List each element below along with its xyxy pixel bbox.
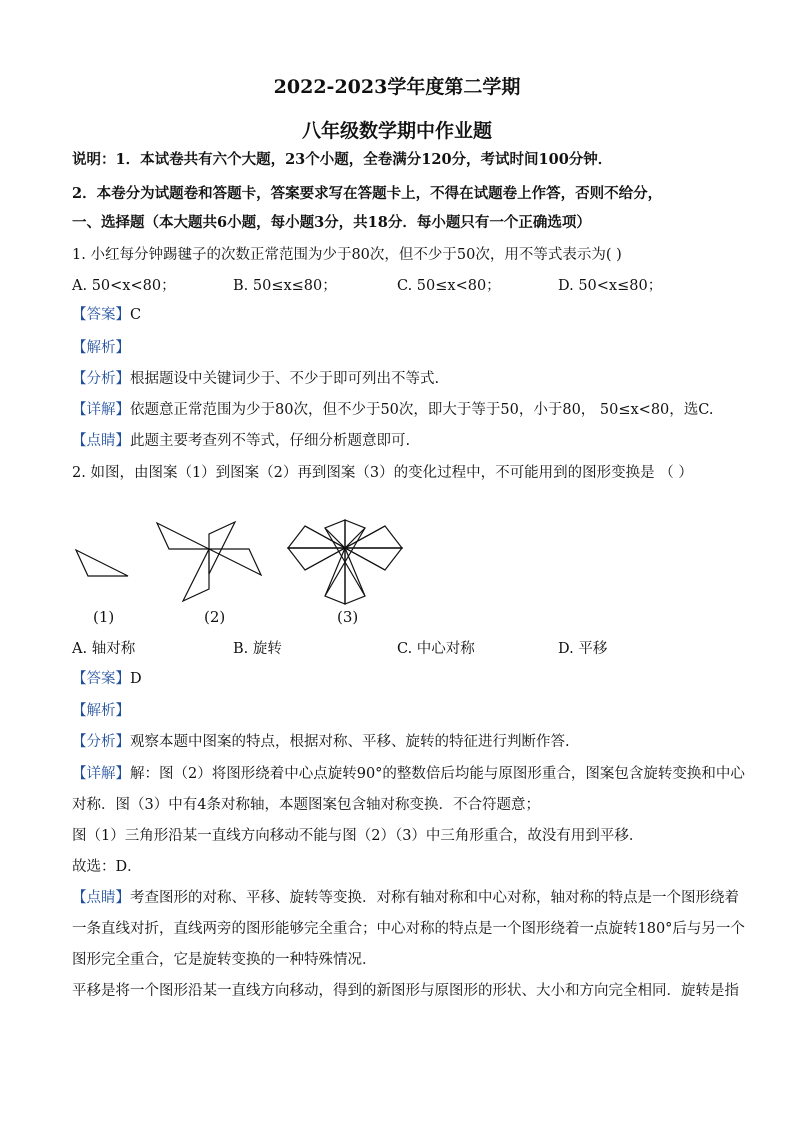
- q2-xiangjie-2: 对称．图（3）中有4条对称轴，本题图案包含轴对称变换．不合符题意；: [72, 797, 540, 813]
- q1-xiangjie-row: [72, 400, 713, 420]
- q2-xiangjie-3: 图（1）三角形沿某一直线方向移动不能与图（2）（3）中三角形重合，故没有用到平移．: [72, 828, 644, 844]
- q2-option-c: C. 中心对称: [397, 641, 475, 657]
- note-1: 说明：1．本试卷共有六个大题，23个小题，全卷满分120分，考试时间100分钟．: [72, 151, 613, 168]
- q2-dianjing-4: 平移是将一个图形沿某一直线方向移动，得到的新图形与原图形的形状、大小和方向完全相同．旋转是指: [72, 983, 739, 999]
- q1-fenxi-tag: 【分析】: [72, 371, 130, 387]
- figure-1-triangle: [72, 545, 132, 585]
- q2-xiangjie-tag: 【详解】: [72, 766, 130, 782]
- figure-3-star: [285, 518, 410, 608]
- q2-xiangjie-4: 故选：D．: [72, 859, 142, 875]
- q1-option-d: D. 50<x≤80；: [558, 278, 663, 294]
- q1-dianjing-tag: 【点睛】: [72, 433, 130, 449]
- q2-dianjing-2: 一条直线对折，直线两旁的图形能够完全重合；中心对称的特点是一个图形绕着一点旋转180°后与另一个: [72, 921, 745, 937]
- q2-answer-tag: 【答案】: [72, 671, 130, 687]
- q2-dianjing-3: 图形完全重合，它是旋转变换的一种特殊情况．: [72, 952, 377, 968]
- q2-dianjing-1: 考查图形的对称、平移、旋转等变换．对称有轴对称和中心对称，轴对称的特点是一个图形绕着: [130, 890, 739, 906]
- q1-stem: 1. 小红每分钟踢毽子的次数正常范围为少于80次，但不少于50次，用不等式表示为( ): [72, 247, 622, 263]
- q1-option-a: A. 50<x<80；: [72, 278, 176, 294]
- q1-answer-row: [72, 305, 141, 325]
- page-subtitle: 八年级数学期中作业题: [301, 120, 492, 142]
- section-heading: 一、选择题（本大题共6小题，每小题3分，共18分．每小题只有一个正确选项）: [72, 214, 591, 231]
- figure-1-label: (1): [93, 608, 115, 626]
- q2-fenxi-tag: 【分析】: [72, 734, 130, 750]
- q2-dianjing-row: [72, 888, 739, 908]
- q2-stem: 2. 如图，由图案（1）到图案（2）再到图案（3）的变化过程中，不可能用到的图形变换是 （ ）: [72, 465, 693, 481]
- q1-fenxi-row: [72, 369, 439, 389]
- note-2: 2．本卷分为试题卷和答题卡，答案要求写在答题卡上，不得在试题卷上作答，否则不给分，: [72, 185, 663, 202]
- q1-answer: C: [130, 307, 142, 323]
- q2-answer-row: [72, 669, 142, 689]
- q1-dianjing: 此题主要考查列不等式，仔细分析题意即可.: [130, 433, 411, 449]
- q2-fenxi-row: [72, 732, 570, 752]
- q2-analysis-row: [72, 701, 130, 721]
- figure-3-label: (3): [337, 608, 359, 626]
- q1-xiangjie: 依题意正常范围为少于80次，但不少于50次，即大于等于50，小于80， 50≤x<80，选C.: [130, 402, 714, 418]
- q2-xiangjie-row: [72, 764, 745, 784]
- q1-xiangjie-tag: 【详解】: [72, 402, 130, 418]
- q2-option-a: A. 轴对称: [72, 641, 136, 657]
- q2-fenxi: 观察本题中图案的特点，根据对称、平移、旋转的特征进行判断作答.: [130, 734, 570, 750]
- q2-xiangjie-1: 解：图（2）将图形绕着中心点旋转90°的整数倍后均能与原图形重合，图案包含旋转变换和中心: [130, 766, 745, 782]
- q1-fenxi: 根据题设中关键词少于、不少于即可列出不等式.: [130, 371, 440, 387]
- figure-2-pinwheel: [150, 518, 275, 608]
- figure-2-label: (2): [204, 608, 226, 626]
- q1-option-c: C. 50≤x<80；: [397, 278, 501, 294]
- page-title: 2022-2023学年度第二学期: [273, 76, 521, 98]
- q1-dianjing-row: [72, 431, 410, 451]
- q1-answer-tag: 【答案】: [72, 307, 130, 323]
- q2-answer: D: [130, 671, 142, 687]
- q2-option-b: B. 旋转: [233, 641, 282, 657]
- q1-analysis-row: [72, 338, 130, 358]
- q2-option-d: D. 平移: [558, 641, 608, 657]
- q2-analysis-tag: 【解析】: [72, 703, 130, 719]
- q2-dianjing-tag: 【点睛】: [72, 890, 130, 906]
- q1-option-b: B. 50≤x≤80；: [233, 278, 337, 294]
- q1-analysis-tag: 【解析】: [72, 340, 130, 356]
